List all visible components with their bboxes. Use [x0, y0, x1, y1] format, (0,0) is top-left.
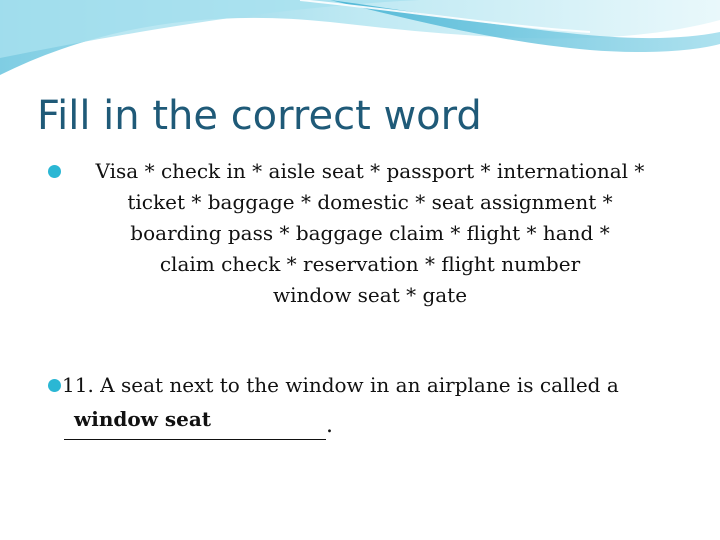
word-bank-line: Visa * check in * aisle seat * passport * international * — [95, 159, 645, 183]
slide-title: Fill in the correct word — [37, 93, 482, 139]
answer-text: window seat — [74, 407, 212, 431]
word-bank-line: claim check * reservation * flight number — [159, 252, 581, 276]
word-bank-line: window seat * gate — [272, 283, 468, 307]
answer-blank-line — [64, 405, 326, 440]
word-bank-line: boarding pass * baggage claim * flight * hand * — [130, 221, 610, 245]
header-wave-decoration — [0, 0, 720, 90]
word-bank-line: ticket * baggage * domestic * seat assignment * — [127, 190, 613, 214]
answer-period: . — [326, 413, 333, 438]
bullet-icon — [48, 379, 61, 392]
word-bank — [60, 156, 680, 311]
question-text: 11. A seat next to the window in an airplane is called a — [62, 373, 619, 397]
